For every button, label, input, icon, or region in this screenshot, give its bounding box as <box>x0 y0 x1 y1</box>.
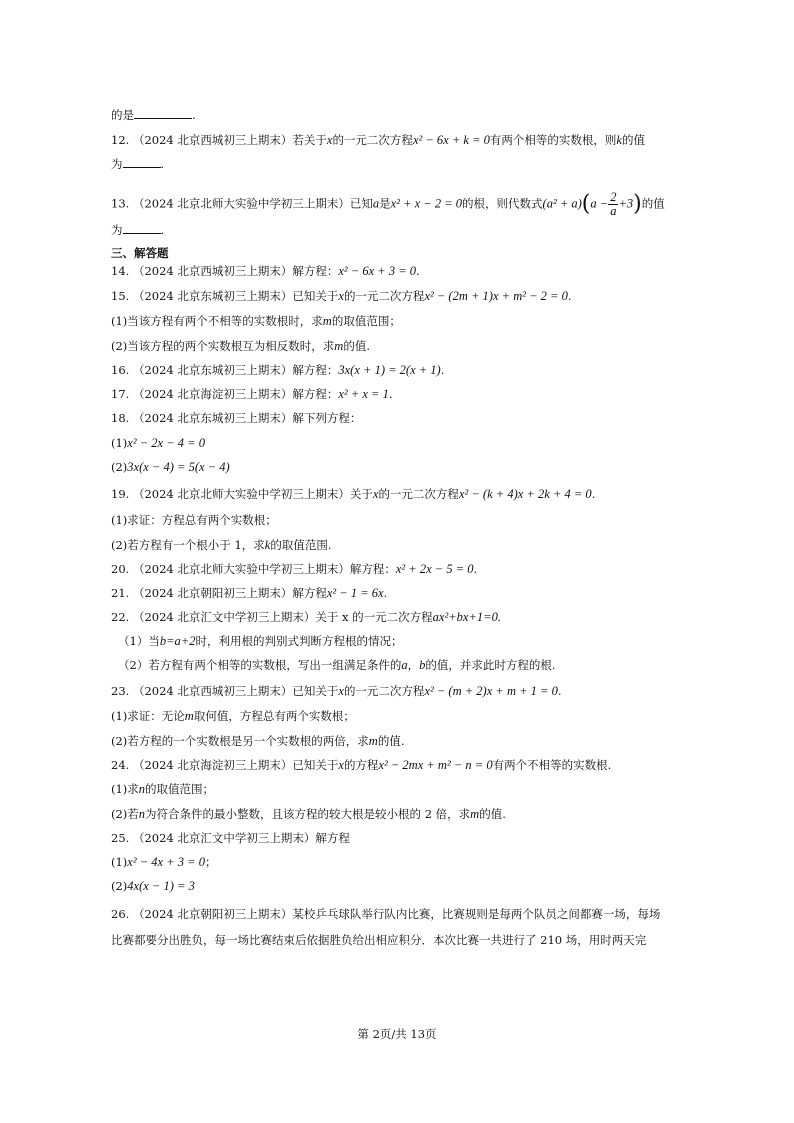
question-19-part2: (2)若方程有一个根小于 1，求k的取值范围. <box>111 538 332 552</box>
question-24-part1: (1)求n的取值范围； <box>111 782 215 796</box>
question-26-cont: 比赛都要分出胜负，每一场比赛结束后依据胜负给出相应积分．本次比赛一共进行了 210 场，用时两天完 <box>111 933 647 947</box>
question-24: 24. （2024 北京海淀初三上期末）已知关于x的方程x² − 2mx + m² − n = 0有两个不相等的实数根. <box>111 758 612 772</box>
page-footer: 第 2页/共 13页 <box>357 1027 437 1041</box>
answer-blank[interactable] <box>123 156 161 168</box>
question-25-part2: (2)4x(x − 1) = 3 <box>111 879 195 893</box>
question-23-part2: (2)若方程的一个实数根是另一个实数根的两倍，求m的值. <box>111 734 405 748</box>
question-17: 17. （2024 北京海淀初三上期末）解方程：x² + x = 1. <box>111 387 393 401</box>
question-18: 18. （2024 北京东城初三上期末）解下列方程： <box>111 411 362 425</box>
question-19: 19. （2024 北京北师大实验中学初三上期末）关于x的一元二次方程x² − (k + 4)x + 2k + 4 = 0. <box>111 487 596 501</box>
line-q11-end: 的是 . <box>111 108 196 122</box>
question-22: 22. （2024 北京汇文中学初三上期末）关于 x 的一元二次方程ax²+bx+1=0. <box>111 610 501 624</box>
question-26: 26. （2024 北京朝阳初三上期末）某校乒乓球队举行队内比赛，比赛规则是每两个队员之间都赛一场，每场 <box>111 907 661 921</box>
question-25-part1: (1)x² − 4x + 3 = 0； <box>111 855 217 869</box>
answer-blank[interactable] <box>134 107 192 119</box>
question-15-part1: (1)当该方程有两个不相等的实数根时，求m的取值范围； <box>111 314 401 328</box>
question-23-part1: (1)求证：无论m取何值，方程总有两个实数根； <box>111 709 355 723</box>
question-22-part2: （2）若方程有两个相等的实数根，写出一组满足条件的a，b的值，并求此时方程的根. <box>118 658 556 672</box>
question-21: 21. （2024 北京朝阳初三上期末）解方程x² − 1 = 6x. <box>111 586 388 600</box>
question-12: 12. （2024 北京西城初三上期末）若关于x的一元二次方程x² − 6x + k = 0有两个相等的实数根，则k的值 <box>111 133 645 147</box>
question-13-cont: 为 . <box>111 223 165 237</box>
question-18-part1: (1)x² − 2x − 4 = 0 <box>111 436 205 450</box>
fraction-2-over-a: $\frac{2}{a}$ <box>610 190 617 218</box>
section-heading: 三、解答题 <box>111 246 169 260</box>
question-13: 13. （2024 北京北师大实验中学初三上期末）已知a是x² + x − 2 = 0的根，则代数式(a² + a)(a − $\frac{2}{a}$ +3)的值 <box>111 190 665 218</box>
question-22-part1: （1）当b=a+2时，利用根的判别式判断方程根的情况； <box>118 634 403 648</box>
question-25: 25. （2024 北京汇文中学初三上期末）解方程 <box>111 831 350 845</box>
question-18-part2: (2)3x(x − 4) = 5(x − 4) <box>111 460 230 474</box>
answer-blank[interactable] <box>123 222 161 234</box>
question-15-part2: (2)当该方程的两个实数根互为相反数时，求m的值. <box>111 339 370 353</box>
question-23: 23. （2024 北京西城初三上期末）已知关于x的一元二次方程x² − (m + 2)x + m + 1 = 0. <box>111 684 562 698</box>
question-20: 20. （2024 北京北师大实验中学初三上期末）解方程：x² + 2x − 5 = 0. <box>111 562 478 576</box>
question-12-cont: 为 . <box>111 157 165 171</box>
question-24-part2: (2)若n为符合条件的最小整数，且该方程的较大根是较小根的 2 倍，求m的值. <box>111 807 506 821</box>
question-19-part1: (1)求证：方程总有两个实数根； <box>111 513 277 527</box>
question-15: 15. （2024 北京东城初三上期末）已知关于x的一元二次方程x² − (2m + 1)x + m² − 2 = 0. <box>111 289 572 303</box>
question-14: 14. （2024 北京西城初三上期末）解方程：x² − 6x + 3 = 0. <box>111 264 420 278</box>
question-16: 16. （2024 北京东城初三上期末）解方程：3x(x + 1) = 2(x + 1). <box>111 363 445 377</box>
